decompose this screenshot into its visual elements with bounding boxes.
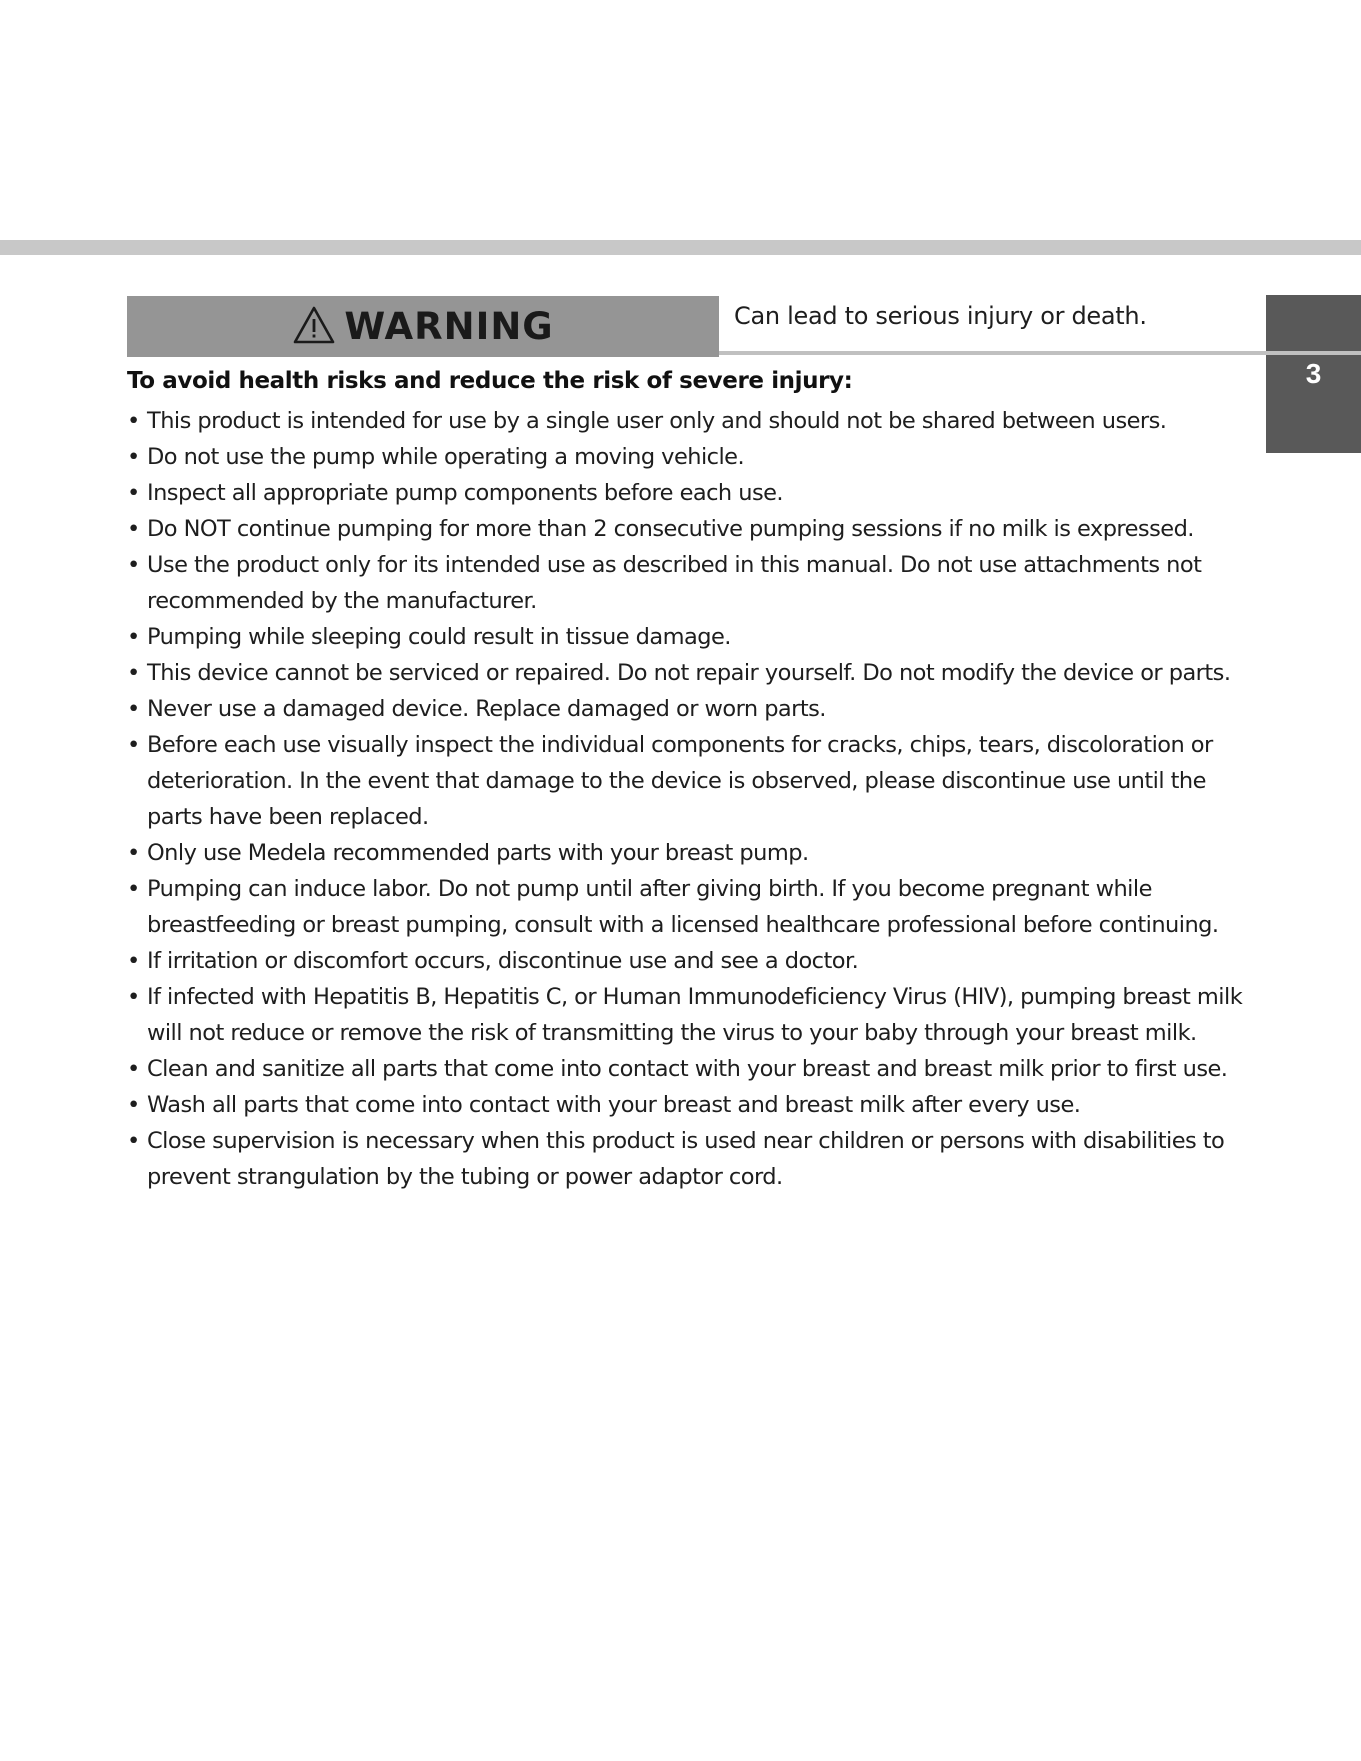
warning-list-item-text: Pumping can induce labor. Do not pump until after giving birth. If you become pregnant while [147,876,1152,902]
warning-list-item [127,979,1277,1051]
warning-triangle-icon [292,305,336,345]
warning-list [127,403,1277,1195]
warning-banner [127,296,719,357]
warning-list-item-text: Do NOT continue pumping for more than 2 consecutive pumping sessions if no milk is expressed. [147,516,1194,542]
warning-list-item-text: Before each use visually inspect the individual components for cracks, chips, tears, discoloration or [147,732,1213,758]
warning-list-item [127,691,1277,727]
warning-list-item-text: This device cannot be serviced or repaired. Do not repair yourself. Do not modify the device or parts. [147,660,1231,686]
warning-list-item [127,403,1277,439]
header-divider [0,240,1361,255]
warning-underline [719,351,1361,355]
warning-list-item [127,547,1277,619]
warning-list-item [127,475,1277,511]
warning-list-item [127,1051,1277,1087]
warning-list-item-text: Pumping while sleeping could result in tissue damage. [147,624,731,650]
warning-list-item-text: will not reduce or remove the risk of transmitting the virus to your baby through your breast milk. [147,1020,1197,1046]
warning-list-item-text: Close supervision is necessary when this product is used near children or persons with disabilities to [147,1128,1225,1154]
warning-list-item [127,439,1277,475]
warning-list-item [127,655,1277,691]
warning-list-item-text: If infected with Hepatitis B, Hepatitis C, or Human Immunodeficiency Virus (HIV), pumping breast milk [147,984,1243,1010]
warning-header [127,296,1237,357]
warning-list-item [127,871,1277,943]
warning-list-item [127,943,1277,979]
warning-list-item-text: Do not use the pump while operating a moving vehicle. [147,444,745,470]
warning-list-item-text: deterioration. In the event that damage to the device is observed, please discontinue use until the [147,768,1206,794]
warning-list-item-text: breastfeeding or breast pumping, consult with a licensed healthcare professional before continuing. [147,912,1219,938]
warning-list-item [127,619,1277,655]
warning-note: Can lead to serious injury or death. [734,302,1147,330]
warning-list-item-text: prevent strangulation by the tubing or power adaptor cord. [147,1164,783,1190]
warning-list-item-text: Use the product only for its intended use as described in this manual. Do not use attachments not [147,552,1202,578]
warning-title: WARNING [344,305,554,348]
warning-list-item [127,1087,1277,1123]
warning-list-item-text: Never use a damaged device. Replace damaged or worn parts. [147,696,826,722]
warning-list-item [127,511,1277,547]
page-number: 3 [1305,358,1322,389]
warning-list-item-text: Clean and sanitize all parts that come into contact with your breast and breast milk prior to first use. [147,1056,1228,1082]
warning-list-item-text: recommended by the manufacturer. [147,588,537,614]
warning-list-item [127,1123,1277,1195]
warning-list-item-text: parts have been replaced. [147,804,429,830]
warning-list-item-text: If irritation or discomfort occurs, discontinue use and see a doctor. [147,948,859,974]
warning-intro: To avoid health risks and reduce the risk of severe injury: [127,368,853,394]
warning-list-item [127,835,1277,871]
warning-list-item-text: This product is intended for use by a single user only and should not be shared between users. [147,408,1167,434]
warning-list-item-text: Inspect all appropriate pump components before each use. [147,480,784,506]
warning-list-item-text: Only use Medela recommended parts with your breast pump. [147,840,809,866]
warning-list-item [127,727,1277,835]
page-number-tab [1266,295,1361,453]
warning-list-item-text: Wash all parts that come into contact with your breast and breast milk after every use. [147,1092,1081,1118]
